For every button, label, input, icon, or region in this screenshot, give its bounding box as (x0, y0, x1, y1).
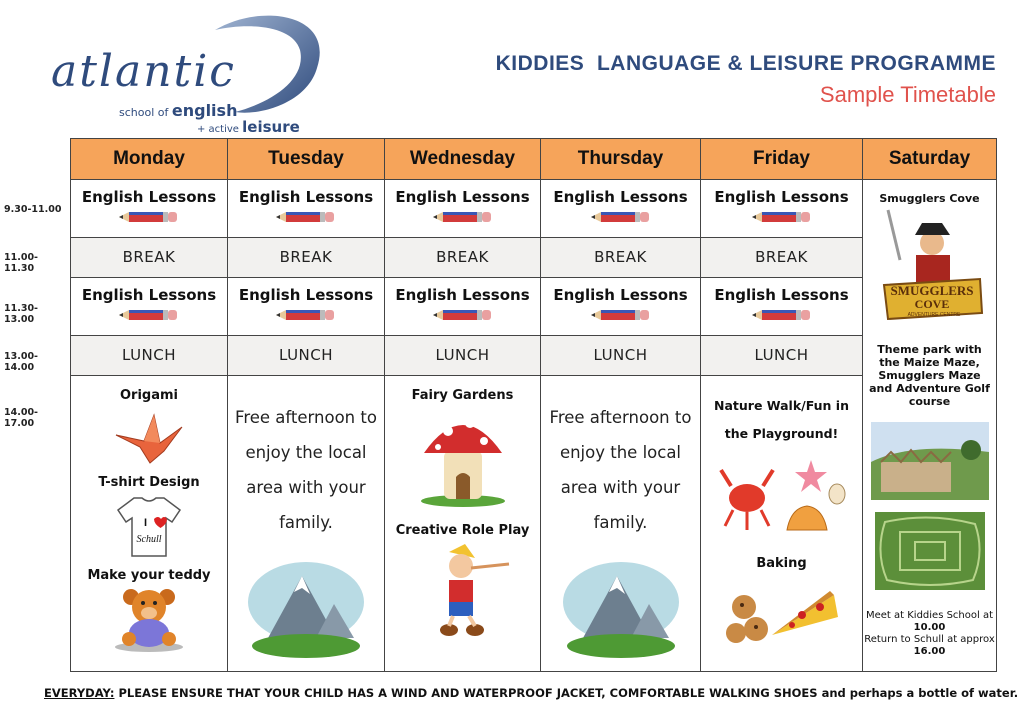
pencil-icon (276, 308, 336, 322)
activity-tshirt-design: T-shirt Design (98, 475, 200, 490)
afternoon-wednesday (385, 376, 541, 672)
programme-subtitle: Sample Timetable (819, 82, 996, 107)
break-row (71, 238, 997, 278)
lesson-cell (701, 180, 863, 238)
mountain-icon (561, 558, 681, 658)
pencil-icon (119, 308, 179, 322)
svg-text:I: I (144, 517, 148, 529)
lesson-cell (385, 180, 541, 238)
pirate-sign-icon (870, 205, 990, 335)
lunch-label: LUNCH (593, 346, 648, 364)
break-label: BREAK (279, 248, 333, 266)
saturday-cell (863, 180, 997, 672)
break-cell (385, 238, 541, 278)
lesson-cell (228, 278, 385, 336)
break-label: BREAK (594, 248, 647, 266)
lesson-label: English Lessons (714, 188, 849, 206)
day-header-row (71, 139, 997, 180)
lunch-cell (701, 336, 863, 376)
activity-baking: Baking (756, 556, 807, 571)
logo-line-1: school of english (119, 101, 238, 120)
pencil-icon (591, 308, 651, 322)
lesson-cell (541, 278, 701, 336)
mountain-icon (246, 558, 366, 658)
time-label-slot-2: 11.00-11.30 (4, 252, 38, 274)
pinocchio-icon (413, 542, 513, 638)
activity-make-teddy: Make your teddy (87, 568, 211, 583)
break-cell (228, 238, 385, 278)
afternoon-thursday (541, 376, 701, 672)
pencil-icon (752, 308, 812, 322)
mushroom-house-icon (418, 407, 508, 507)
day-header-tuesday: Tuesday (228, 139, 385, 180)
lunch-cell (385, 336, 541, 376)
pencil-icon (433, 210, 493, 224)
break-label: BREAK (122, 248, 176, 266)
maze-photo-icon (871, 422, 989, 500)
afternoon-monday (71, 376, 228, 672)
lesson-label: English Lessons (81, 286, 217, 304)
free-afternoon-text: Free afternoon to enjoy the local area with your family. (235, 408, 377, 532)
lesson-label: English Lessons (81, 188, 217, 206)
day-header-monday: Monday (71, 139, 228, 180)
time-label-slot-3: 11.30-13.00 (4, 303, 38, 325)
lesson-label: English Lessons (714, 286, 849, 304)
pencil-icon (433, 308, 493, 322)
lunch-cell (541, 336, 701, 376)
sign-text-2: COVE (914, 297, 949, 311)
day-header-wednesday: Wednesday (385, 139, 541, 180)
maize-maze-photo-icon (875, 512, 985, 590)
day-header-saturday: Saturday (863, 139, 997, 180)
time-label-slot-5: 14.00-17.00 (4, 407, 38, 429)
lunch-row (71, 336, 997, 376)
lesson-label: English Lessons (553, 286, 688, 304)
activity-creative-role-play: Creative Role Play (395, 523, 530, 538)
lunch-label: LUNCH (754, 346, 809, 364)
time-label-slot-1: 9.30-11.00 (4, 204, 62, 215)
logo-wordmark: atlantic (51, 46, 236, 97)
programme-title: KIDDIES LANGUAGE & LEISURE PROGRAMME (495, 52, 996, 75)
pencil-icon (119, 210, 179, 224)
lunch-label: LUNCH (278, 346, 334, 364)
free-afternoon-text: Free afternoon to enjoy the local area with your family. (549, 408, 692, 532)
activity-origami: Origami (120, 388, 178, 403)
break-cell (541, 238, 701, 278)
break-cell (701, 238, 863, 278)
day-header-friday: Friday (701, 139, 863, 180)
lesson-row-morning (71, 180, 997, 238)
lesson-cell (385, 278, 541, 336)
pencil-icon (591, 210, 651, 224)
tshirt-icon (114, 494, 184, 558)
logo-line-2: + active leisure (197, 118, 300, 136)
pencil-icon (752, 210, 812, 224)
lesson-label: English Lessons (395, 188, 530, 206)
lunch-label: LUNCH (121, 346, 177, 364)
lesson-cell (71, 180, 228, 238)
activity-nature-walk: Nature Walk/Fun in the Playground! (714, 398, 849, 441)
teddy-bear-icon (111, 585, 187, 653)
lunch-cell (228, 336, 385, 376)
pencil-icon (276, 210, 336, 224)
footer-note: EVERYDAY: PLEASE ENSURE THAT YOUR CHILD HAS A WIND AND WATERPROOF JACKET, COMFORTABLE WALKING SHOES and perhaps a bottle of water. (44, 686, 1019, 700)
timetable (70, 138, 997, 672)
lesson-cell (541, 180, 701, 238)
lesson-cell (701, 278, 863, 336)
time-label-slot-4: 13.00-14.00 (4, 351, 38, 373)
origami-crane-icon (114, 407, 184, 465)
sea-creatures-icon (717, 450, 847, 536)
activity-fairy-gardens: Fairy Gardens (411, 388, 514, 403)
afternoon-friday (701, 376, 863, 672)
lesson-label: English Lessons (395, 286, 530, 304)
lesson-label: English Lessons (238, 286, 374, 304)
afternoon-row (71, 376, 997, 672)
lesson-row-midday (71, 278, 997, 336)
lunch-cell (71, 336, 228, 376)
lesson-label: English Lessons (553, 188, 688, 206)
lunch-label: LUNCH (435, 346, 490, 364)
sign-text-1: SMUGGLERS (889, 283, 974, 298)
afternoon-tuesday (228, 376, 385, 672)
break-label: BREAK (755, 248, 808, 266)
break-cell (71, 238, 228, 278)
sign-text-3: ADVENTURE CENTRE (907, 312, 960, 318)
meet-info: Meet at Kiddies School at 10.00 Return to Schull at approx 16.00 (864, 610, 995, 657)
day-header-thursday: Thursday (541, 139, 701, 180)
lesson-cell (228, 180, 385, 238)
lesson-label: English Lessons (238, 188, 374, 206)
saturday-description: Theme park with the Maize Maze, Smugglers Maze and Adventure Golf course (869, 343, 990, 408)
break-label: BREAK (436, 248, 489, 266)
lesson-cell (71, 278, 228, 336)
tshirt-text: Schull (136, 534, 162, 545)
saturday-title: Smugglers Cove (879, 192, 980, 205)
school-logo (45, 8, 335, 136)
cookies-pizza-icon (722, 585, 842, 649)
